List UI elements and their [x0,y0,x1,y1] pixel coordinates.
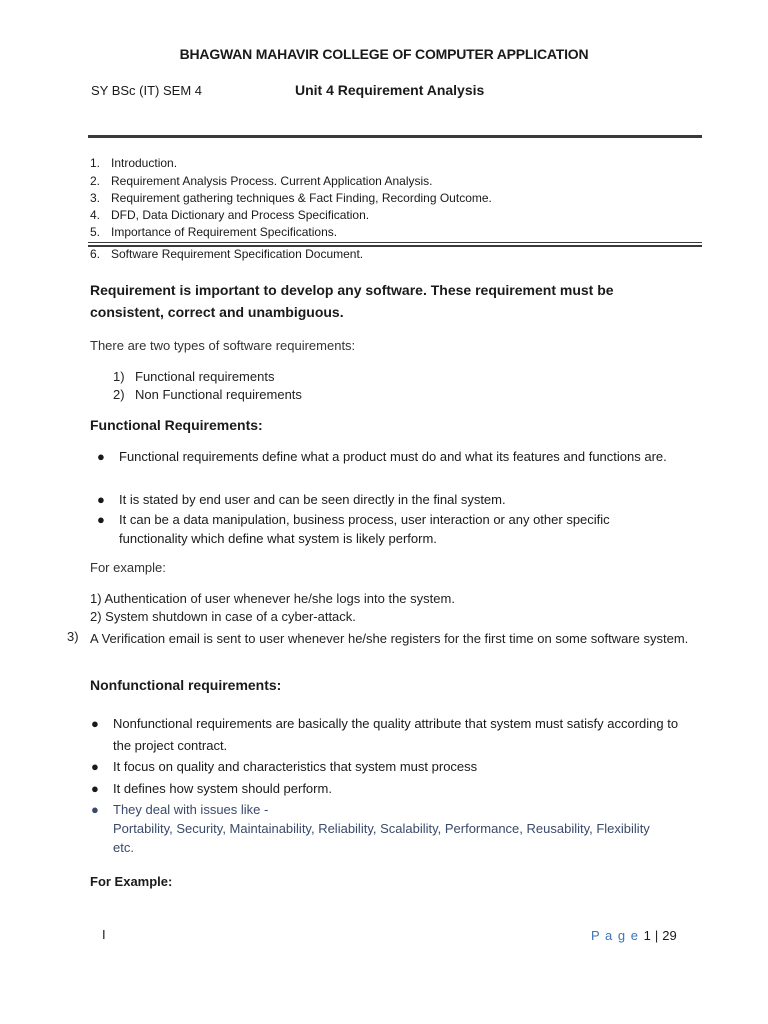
functional-example-number: 3) [67,629,79,644]
nonfunctional-heading: Nonfunctional requirements: [90,677,282,693]
bullet-dot: ● [97,492,105,507]
toc-text: Requirement gathering techniques & Fact Finding, Recording Outcome. [111,191,492,205]
toc-number: 4. [90,208,101,222]
toc-item [90,156,177,170]
bullet-dot: ● [97,512,105,527]
total-pages: 29 [662,928,677,943]
nonfunctional-bullet [91,757,693,777]
nonfunctional-bullet [91,779,693,799]
type-number: 1) [113,369,125,384]
nonfunctional-bullet [91,713,693,757]
college-name: BHAGWAN MAHAVIR COLLEGE OF COMPUTER APPLICATION [179,46,589,62]
functional-bullet [97,510,679,548]
functional-example: 2) System shutdown in case of a cyber-attack. [90,609,356,624]
page-separator: | [654,928,660,943]
type-text: Functional requirements [135,369,275,384]
functional-example: A Verification email is sent to user whenever he/she registers for the first time on some software system. [90,631,689,646]
lead-statement: Requirement is important to develop any software. These requirement must be consistent, correct and unambiguous. [90,282,614,320]
toc-text: Software Requirement Specification Document. [111,247,364,261]
bullet-dot: ● [91,716,99,731]
type-number: 2) [113,387,125,402]
footer-mark: I [102,927,106,942]
page-number [591,928,677,943]
issues-list: Portability, Security, Maintainability, Reliability, Scalability, Performance, Reusability, Flexibility etc. [113,821,650,855]
toc-number: 5. [90,225,101,239]
toc-number: 3. [90,191,101,205]
toc-number: 1. [90,156,101,170]
toc-text: Importance of Requirement Specifications. [111,225,338,239]
functional-example: 1) Authentication of user whenever he/she logs into the system. [90,591,455,606]
bullet-dot: ● [91,759,99,774]
functional-heading: Functional Requirements: [90,417,263,433]
bullet-dot: ● [97,449,105,464]
unit-title: Unit 4 Requirement Analysis [295,82,485,98]
bullet-dot: ● [91,802,99,817]
functional-bullet [97,446,694,468]
bullet-text: It can be a data manipulation, business process, user interaction or any other specific functionality which define what system is likely perform. [119,512,610,546]
nonfunctional-bullet [91,800,653,857]
header-rule [88,135,702,138]
toc-number: 6. [90,247,101,261]
issues-intro: They deal with issues like - [113,802,269,817]
toc-item [90,208,369,222]
toc-rule-top [88,242,702,243]
bullet-text: Nonfunctional requirements are basically the quality attribute that system must satisfy according to the project contract. [113,716,679,753]
nonfunctional-example-label: For Example: [90,874,173,889]
bullet-text: Functional requirements define what a product must do and what its features and functions are. [119,449,667,464]
functional-bullet [97,490,694,510]
bullet-text: It defines how system should perform. [113,781,332,796]
toc-text: DFD, Data Dictionary and Process Specification. [111,208,370,222]
toc-item [90,247,363,261]
type-text: Non Functional requirements [135,387,302,402]
toc-item [90,191,492,205]
toc-text: Introduction. [111,156,178,170]
toc-item [90,225,337,239]
bullet-text: It is stated by end user and can be seen directly in the final system. [119,492,506,507]
types-intro: There are two types of software requirements: [90,338,356,353]
bullet-dot: ● [91,781,99,796]
bullet-text: It focus on quality and characteristics that system must process [113,759,478,774]
page-label: P a g e [591,928,639,943]
functional-example-label: For example: [90,560,166,575]
type-item [113,369,274,384]
toc-item [90,174,433,188]
toc-text: Requirement Analysis Process. Current Application Analysis. [111,174,433,188]
type-item [113,387,302,402]
class-info: SY BSc (IT) SEM 4 [91,83,203,98]
toc-number: 2. [90,174,101,188]
current-page: 1 [643,928,652,943]
